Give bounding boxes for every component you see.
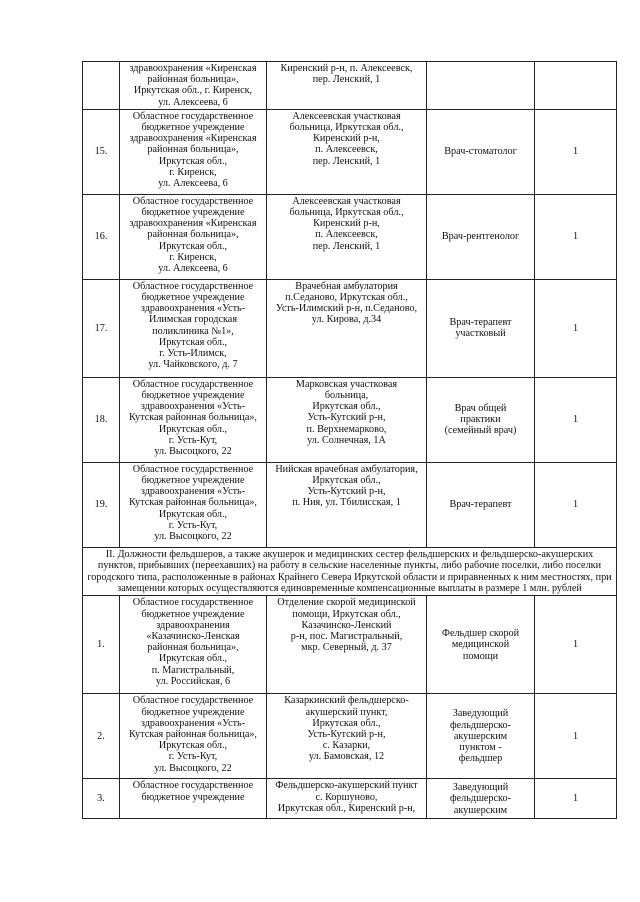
address-line: Алексеевская участковая — [292, 110, 401, 122]
institution-line: Областное государственное — [132, 695, 254, 707]
count-cell: 1 — [535, 109, 617, 194]
institution-line: районная больница», — [147, 229, 239, 241]
address-line: п. Алексеевск, — [315, 229, 378, 241]
institution-line: Областное государственное — [132, 463, 254, 475]
position-cell — [427, 109, 535, 194]
count-cell: 1 — [535, 279, 617, 377]
address-cell — [267, 62, 427, 110]
institution-line: Областное государственное — [132, 280, 254, 292]
address-line: ул. Бамовская, 12 — [308, 751, 385, 763]
address-line: Усть-Илимский р-н, п.Седаново, — [275, 303, 418, 315]
address-cell — [267, 279, 427, 377]
position-line: Фельдшер скорой — [441, 628, 520, 640]
position-cell — [427, 62, 535, 110]
institution-line: г. Усть-Кут, — [168, 519, 218, 531]
institution-line: здравоохранения — [156, 619, 230, 631]
institution-line: г. Киренск, — [169, 251, 217, 263]
address-line: пер. Ленский, 1 — [312, 155, 381, 167]
row-number-cell: 16. — [83, 194, 120, 279]
institution-line: Областное государственное — [132, 780, 254, 792]
address-cell — [267, 462, 427, 547]
institution-line: ул. Чайковского, д. 7 — [148, 359, 238, 371]
table-row — [83, 377, 617, 462]
institution-line: Иркутская обл., — [158, 740, 228, 752]
address-line: мкр. Северный, д. 37 — [301, 642, 392, 654]
institution-line: бюджетное учреждение — [141, 791, 245, 803]
institution-line: г. Усть-Кут, — [168, 434, 218, 446]
position-line: фельдшер — [458, 753, 503, 765]
position-line: участковый — [455, 328, 506, 340]
count-cell: 1 — [535, 377, 617, 462]
institution-line: Иркутская обл., г. Киренск, — [133, 85, 253, 97]
address-line: Иркутская обл., Киренский р-н, — [277, 802, 416, 814]
institution-line: Областное государственное — [132, 110, 254, 122]
position-line: пунктом - — [459, 742, 502, 754]
address-line: пер. Ленский, 1 — [312, 74, 381, 86]
position-cell — [427, 279, 535, 377]
address-line: с. Казарки, — [322, 740, 371, 752]
position-line: фельдшерско- — [450, 719, 511, 731]
address-line: пер. Ленский, 1 — [312, 240, 381, 252]
count-cell: 1 — [535, 194, 617, 279]
address-line: Фельдшерско-акушерский пункт — [275, 780, 418, 792]
institution-cell — [120, 62, 267, 110]
institution-line: поликлиника №1», — [152, 325, 234, 337]
position-line: помощи — [462, 650, 499, 662]
institution-line: ул. Высоцкого, 22 — [154, 531, 232, 543]
address-cell — [267, 694, 427, 779]
table-row — [83, 194, 617, 279]
position-line: Врач-рентгенолог — [441, 231, 520, 243]
row-number-cell — [83, 62, 120, 110]
address-line: больница, Иркутская обл., — [289, 207, 404, 219]
row-number-cell: 15. — [83, 109, 120, 194]
institution-line: Кутская районная больница», — [129, 497, 257, 509]
address-line: Киренский р-н, п. Алексеевск, — [280, 63, 413, 74]
address-line: Усть-Кутский р-н, — [307, 486, 386, 498]
row-number-cell: 3. — [83, 779, 120, 819]
institution-line: бюджетное учреждение — [141, 706, 245, 718]
table-row — [83, 462, 617, 547]
institution-line: Иркутская обл., — [158, 336, 228, 348]
address-cell — [267, 779, 427, 819]
institution-line: здравоохранения «Усть- — [140, 486, 246, 498]
institution-line: п. Магистральный, — [151, 664, 235, 676]
address-line: Казачинско-Ленский — [301, 619, 392, 631]
address-line: Иркутская обл., — [312, 401, 381, 413]
address-line: помощи, Иркутская обл., — [292, 608, 401, 620]
address-cell — [267, 194, 427, 279]
address-line: с. Коршуново, — [315, 791, 378, 803]
institution-cell — [120, 779, 267, 819]
institution-line: ул. Российская, 6 — [155, 675, 231, 687]
position-cell — [427, 194, 535, 279]
institution-cell — [120, 694, 267, 779]
institution-line: Областное государственное — [132, 195, 254, 207]
count-cell: 1 — [535, 779, 617, 819]
institution-line: районная больница», — [147, 642, 239, 654]
position-line: Заведующий — [452, 708, 509, 720]
institution-line: бюджетное учреждение — [141, 608, 245, 620]
institution-cell — [120, 109, 267, 194]
table-body-part-two — [83, 596, 617, 819]
position-cell — [427, 694, 535, 779]
institution-line: ул. Алексеева, 6 — [158, 263, 228, 275]
position-line: Врач общей — [454, 403, 507, 414]
position-cell — [427, 462, 535, 547]
address-line: п. Верхнемарково, — [306, 423, 387, 435]
address-line: больница, Иркутская обл., — [289, 122, 404, 134]
institution-line: здравоохранения «Киренская — [129, 218, 257, 230]
institution-line: здравоохранения «Усть- — [140, 717, 246, 729]
institution-line: районная больница», — [147, 74, 239, 86]
address-line: Нийская врачебная амбулатория, — [275, 463, 418, 475]
institution-line: бюджетное учреждение — [141, 207, 245, 219]
position-line: акушерским — [453, 730, 508, 742]
position-line: практики — [460, 414, 501, 426]
address-line: р-н, пос. Магистральный, — [290, 631, 403, 643]
address-line: ул. Солнечная, 1А — [307, 434, 386, 446]
address-line: Марковская участковая — [295, 378, 398, 390]
address-line: п.Седаново, Иркутская обл., — [285, 292, 408, 304]
address-line: Иркутская обл., — [312, 717, 381, 729]
institution-cell — [120, 377, 267, 462]
position-line: фельдшерско- — [450, 793, 511, 805]
position-line: Заведующий — [452, 782, 509, 794]
institution-line: Иркутская обл., — [158, 508, 228, 520]
address-line: Киренский р-н, — [313, 133, 380, 145]
institution-cell — [120, 462, 267, 547]
institution-line: ул. Алексеева, 6 — [158, 178, 228, 190]
institution-cell — [120, 596, 267, 694]
document-page — [82, 61, 616, 819]
institution-line: здравоохранения «Усть- — [140, 401, 246, 413]
address-line: п. Ния, ул. Тбилисская, 1 — [292, 497, 401, 509]
row-number-cell: 1. — [83, 596, 120, 694]
institution-line: Иркутская обл., — [158, 155, 228, 167]
institution-line: бюджетное учреждение — [141, 122, 245, 134]
institution-line: ул. Высоцкого, 22 — [154, 446, 232, 458]
address-line: Усть-Кутский р-н, — [307, 412, 386, 424]
row-number-cell: 2. — [83, 694, 120, 779]
count-cell: 1 — [535, 462, 617, 547]
table-row — [83, 596, 617, 694]
section-heading: II. Должности фельдшеров, а также акушерок и медицинских сестер фельдшерских и фельдшерско-акушерских пунктов, прибывших (переехавших) на работу в сельские населенные пункты, либо рабочие поселки, либо поселки городского типа, расположенные в районах Крайнего Севера Иркутской области и приравненных к ним местностях, при замещении которых осуществляются единовременные компенсационные выплаты в размере 1 млн. рублей — [83, 547, 617, 596]
count-cell — [535, 62, 617, 110]
table-row — [83, 109, 617, 194]
address-line: Казаркинский фельдшерско- — [284, 695, 409, 707]
address-line: Врачебная амбулатория — [295, 280, 398, 292]
institution-line: здравоохранения «Усть- — [140, 303, 246, 315]
institution-line: здравоохранения «Киренская — [129, 133, 257, 145]
institution-line: г. Усть-Кут, — [168, 751, 218, 763]
institution-line: Иркутская обл., — [158, 653, 228, 665]
row-number-cell: 18. — [83, 377, 120, 462]
section-header-row — [83, 547, 617, 596]
address-line: Отделение скорой медицинской — [277, 597, 416, 609]
institution-line: Областное государственное — [132, 378, 254, 390]
position-cell — [427, 377, 535, 462]
position-line: медицинской — [451, 639, 510, 651]
table-row — [83, 694, 617, 779]
institution-line: бюджетное учреждение — [141, 475, 245, 487]
institution-line: ул. Алексеева, 6 — [158, 96, 228, 108]
table-body-part-one — [83, 62, 617, 548]
count-cell: 1 — [535, 694, 617, 779]
address-cell — [267, 109, 427, 194]
position-line: Врач-терапевт — [449, 317, 512, 329]
institution-line: бюджетное учреждение — [141, 292, 245, 304]
address-line: ул. Кирова, д.34 — [311, 314, 382, 326]
institution-line: г. Киренск, — [169, 166, 217, 178]
institution-line: здравоохранения «Киренская — [129, 63, 257, 74]
row-number-cell: 17. — [83, 279, 120, 377]
institution-cell — [120, 279, 267, 377]
position-line: Врач-стоматолог — [444, 146, 517, 158]
position-line: Врач-терапевт — [449, 499, 512, 511]
position-cell — [427, 779, 535, 819]
positions-table — [82, 61, 617, 819]
institution-line: ул. Высоцкого, 22 — [154, 762, 232, 774]
row-number-cell: 19. — [83, 462, 120, 547]
institution-line: «Казачинско-Ленская — [146, 631, 240, 643]
count-cell: 1 — [535, 596, 617, 694]
table-row — [83, 279, 617, 377]
table-row — [83, 779, 617, 819]
address-line: больница, — [324, 390, 369, 402]
address-line: Алексеевская участковая — [292, 195, 401, 207]
institution-line: районная больница», — [147, 144, 239, 156]
institution-line: г. Усть-Илимск, — [159, 348, 227, 360]
address-line: Усть-Кутский р-н, — [307, 729, 386, 741]
institution-line: Иркутская обл., — [158, 423, 228, 435]
institution-line: Областное государственное — [132, 597, 254, 609]
address-line: Киренский р-н, — [313, 218, 380, 230]
address-line: п. Алексеевск, — [315, 144, 378, 156]
table-section — [83, 547, 617, 596]
position-line: акушерским — [453, 804, 508, 816]
institution-cell — [120, 194, 267, 279]
institution-line: Кутская районная больница», — [129, 729, 257, 741]
address-cell — [267, 377, 427, 462]
institution-line: бюджетное учреждение — [141, 390, 245, 402]
institution-line: Иркутская обл., — [158, 240, 228, 252]
address-cell — [267, 596, 427, 694]
address-line: акушерский пункт, — [305, 706, 388, 718]
table-row — [83, 62, 617, 110]
institution-line: Кутская районная больница», — [129, 412, 257, 424]
position-line: (семейный врач) — [444, 425, 517, 437]
institution-line: Илимская городская — [148, 314, 238, 326]
address-line: Иркутская обл., — [312, 475, 381, 487]
position-cell — [427, 596, 535, 694]
